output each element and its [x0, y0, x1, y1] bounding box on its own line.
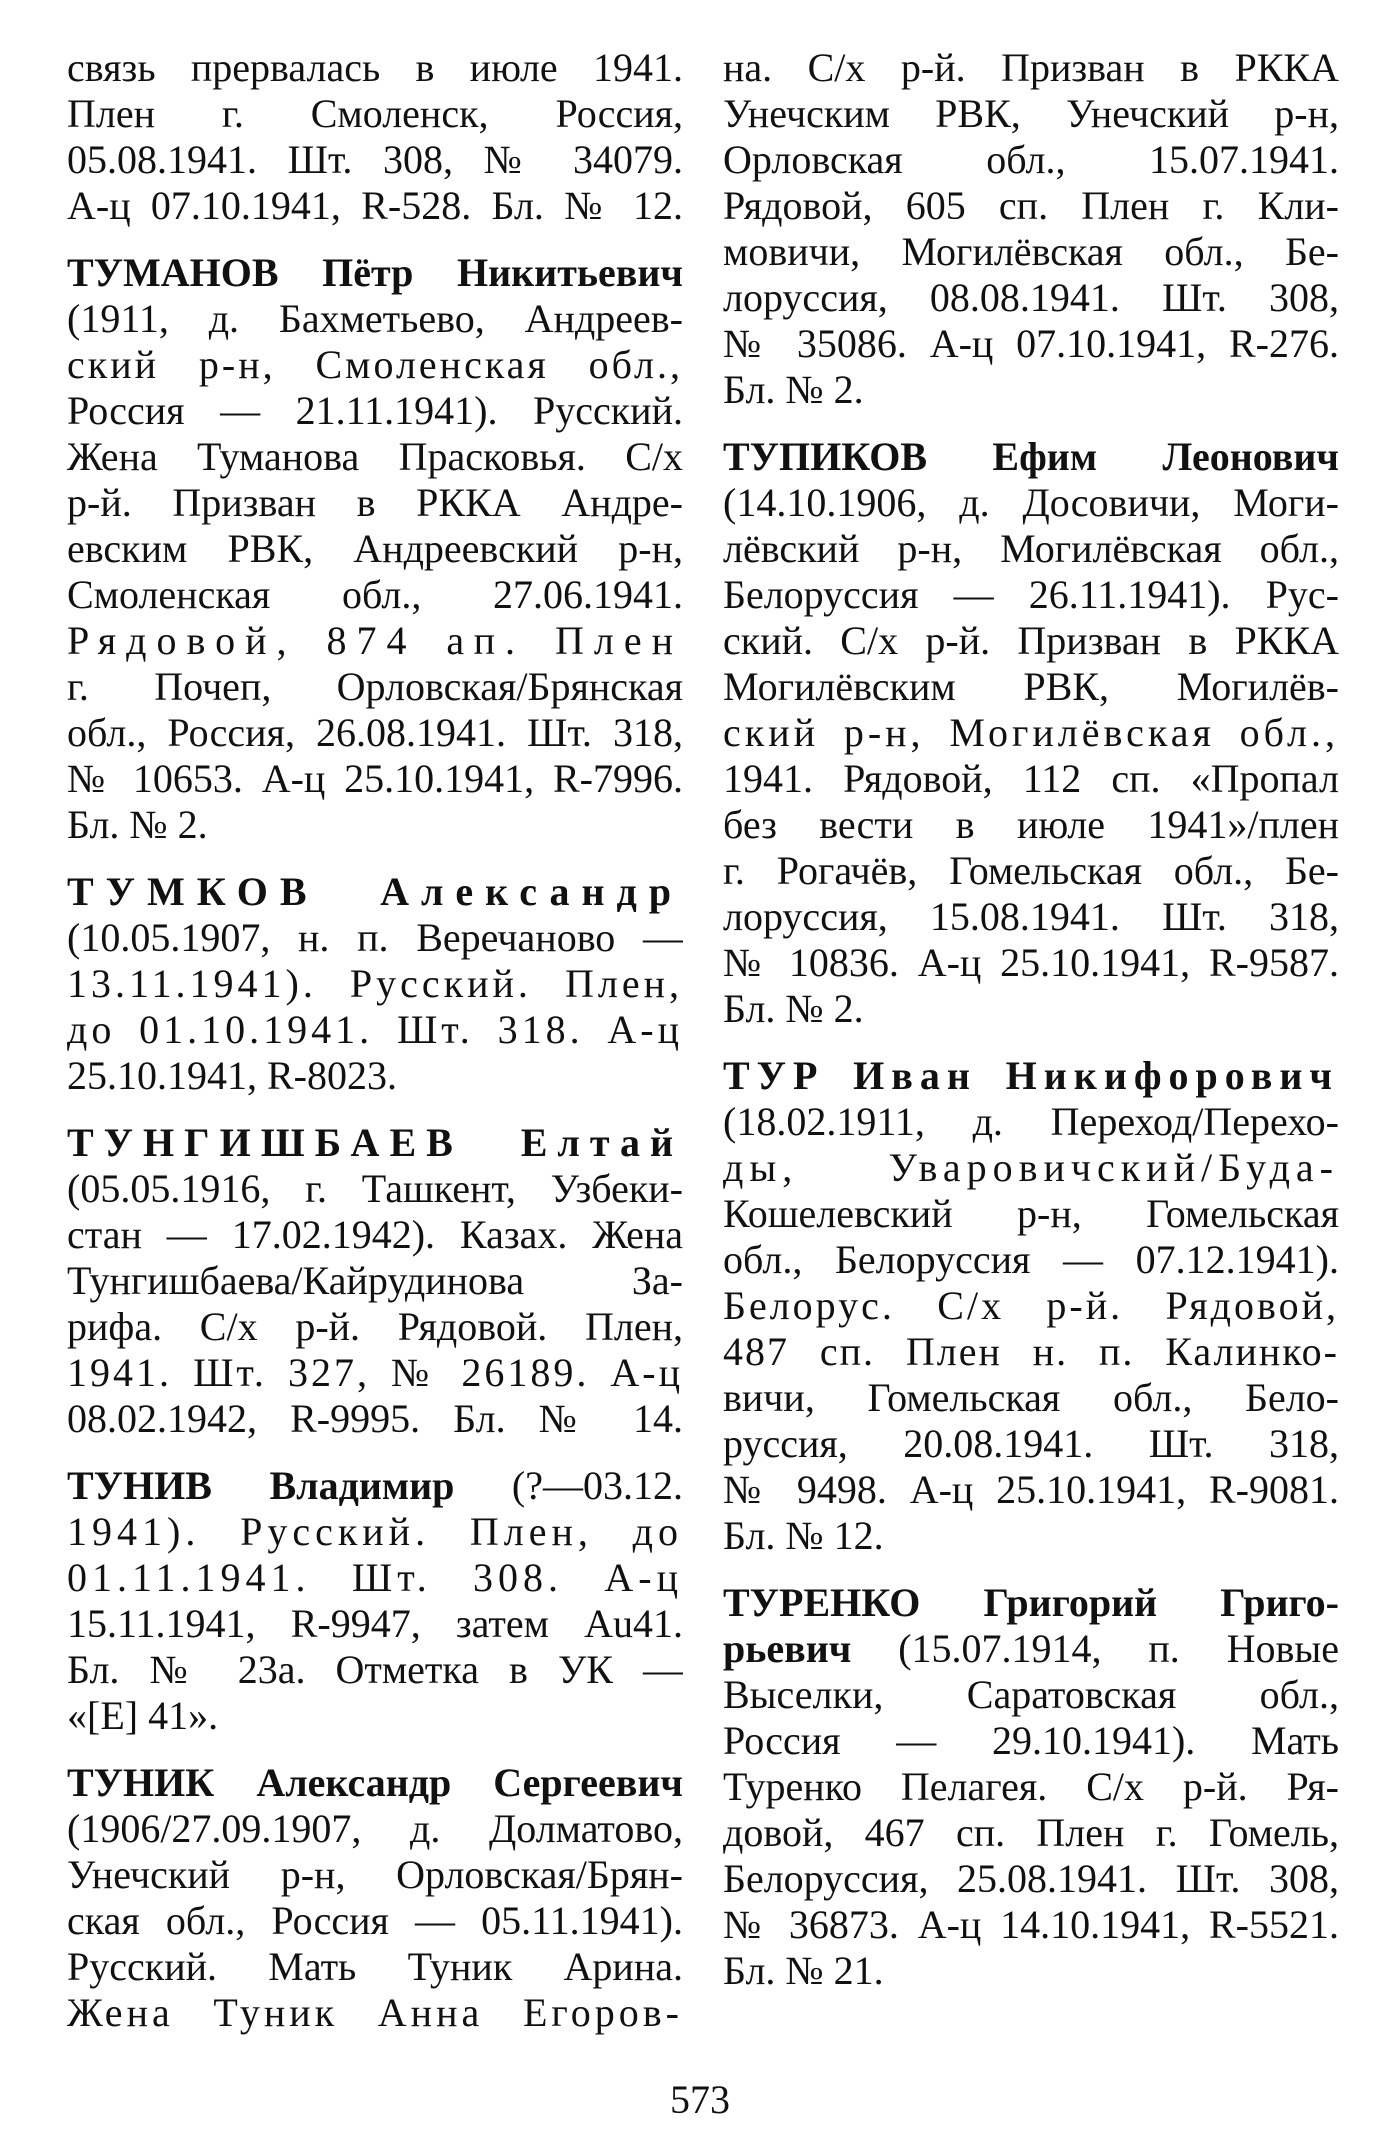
text-line: [67, 1647, 683, 1693]
text-line: [67, 1120, 683, 1166]
entry-text: Рядовой, 874 ап. Плен: [67, 618, 683, 663]
text-line: [723, 1237, 1339, 1283]
entry-tunik-continued: [723, 45, 1339, 413]
text-line: [67, 1053, 683, 1099]
entry-text: № 10836. А-ц 25.10.1941, R-9587.: [723, 940, 1339, 985]
entry-name: ТУМКОВ Александр: [67, 869, 683, 914]
entry-text: г. Рогачёв, Гомельская обл., Бе-: [723, 848, 1339, 893]
entry-text: 08.02.1942, R-9995. Бл. № 14.: [67, 1396, 683, 1441]
entry-continued-entry: [67, 45, 683, 229]
text-line: [67, 1601, 683, 1647]
entry-text: ская обл., Россия — 05.11.1941).: [67, 1898, 683, 1943]
text-line: [723, 1580, 1339, 1626]
entry-turenko: [723, 1580, 1339, 1994]
text-line: [723, 1764, 1339, 1810]
entry-text: 13.11.1941). Русский. Плен,: [67, 961, 683, 1006]
text-line: [723, 894, 1339, 940]
text-line: [67, 480, 683, 526]
entry-text: стан — 17.02.1942). Казах. Жена: [67, 1212, 683, 1257]
entry-text: вичи, Гомельская обл., Бело-: [723, 1375, 1339, 1420]
entry-text: 487 сп. Плен н. п. Калинко-: [723, 1329, 1339, 1374]
text-line: [723, 367, 1339, 413]
entry-text: Могилёвским РВК, Могилёв-: [723, 664, 1339, 709]
text-line: [67, 618, 683, 664]
text-line: [67, 296, 683, 342]
text-line: [67, 1898, 683, 1944]
text-line: [67, 664, 683, 710]
text-line: [67, 250, 683, 296]
entry-text: 1941. Рядовой, 112 сп. «Пропал: [723, 756, 1339, 801]
entry-name: ТУНИК Александр Сергеевич: [67, 1760, 683, 1805]
entry-text: лоруссия, 08.08.1941. Шт. 308,: [723, 275, 1339, 320]
entry-text: 15.11.1941, R-9947, затем Au41.: [67, 1601, 683, 1646]
text-line: [67, 869, 683, 915]
text-line: [723, 1329, 1339, 1375]
text-line: [67, 710, 683, 756]
text-line: [723, 1421, 1339, 1467]
text-line: [723, 480, 1339, 526]
text-line: [723, 1948, 1339, 1994]
text-line: [723, 1191, 1339, 1237]
text-line: [723, 91, 1339, 137]
entry-text: связь прервалась в июле 1941.: [67, 45, 683, 90]
text-line: [723, 618, 1339, 664]
text-line: [723, 526, 1339, 572]
text-line: [67, 1396, 683, 1442]
entry-text: Плен г. Смоленск, Россия,: [67, 91, 683, 136]
text-line: [67, 1166, 683, 1212]
text-line: [723, 1513, 1339, 1559]
text-line: [67, 91, 683, 137]
entry-tumkov: [67, 869, 683, 1099]
text-line: [67, 572, 683, 618]
text-line: [723, 183, 1339, 229]
entry-text: 25.10.1941, R-8023.: [67, 1053, 397, 1098]
text-line: [723, 756, 1339, 802]
text-line: [723, 1672, 1339, 1718]
entry-text: Белоруссия, 25.08.1941. Шт. 308,: [723, 1856, 1339, 1901]
text-line: [67, 1007, 683, 1053]
text-line: [67, 388, 683, 434]
entry-text: Смоленская обл., 27.06.1941.: [67, 572, 683, 617]
entry-text: № 36873. А-ц 14.10.1941, R-5521.: [723, 1902, 1339, 1947]
entry-text: (1911, д. Бахметьево, Андреев-: [67, 296, 683, 341]
entry-tumanov: [67, 250, 683, 848]
page-number: 573: [670, 2077, 730, 2122]
entry-text: Бл. № 2.: [67, 802, 208, 847]
entry-tur: [723, 1053, 1339, 1559]
entry-text: лёвский р-н, Могилёвская обл.,: [723, 526, 1339, 571]
entry-text: (14.10.1906, д. Досовичи, Моги-: [723, 480, 1339, 525]
text-line: [723, 137, 1339, 183]
entry-text: до 01.10.1941. Шт. 318. А-ц: [67, 1007, 683, 1052]
text-line: [723, 1099, 1339, 1145]
text-line: [723, 848, 1339, 894]
entry-tungishbaev: [67, 1120, 683, 1442]
entry-text: № 10653. А-ц 25.10.1941, R-7996.: [67, 756, 683, 801]
entry-text: руссия, 20.08.1941. Шт. 318,: [723, 1421, 1339, 1466]
entry-text: 05.08.1941. Шт. 308, № 34079.: [67, 137, 683, 182]
entry-text: Тунгишбаева/Кайрудинова За-: [67, 1258, 683, 1303]
text-line: [67, 1990, 683, 2036]
entry-text: Жена Туманова Прасковья. С/х: [67, 434, 683, 479]
entry-text: Выселки, Саратовская обл.,: [723, 1672, 1339, 1717]
entry-text: Унечским РВК, Унечский р-н,: [723, 91, 1339, 136]
text-line: [67, 183, 683, 229]
entry-tuniv: [67, 1463, 683, 1739]
entry-text: рифа. С/х р-й. Рядовой. Плен,: [67, 1304, 683, 1349]
text-line: [723, 1626, 1339, 1672]
entry-text: Унечский р-н, Орловская/Брян-: [67, 1852, 683, 1897]
text-line: [67, 45, 683, 91]
text-line: [67, 1509, 683, 1555]
entry-text: Россия — 29.10.1941). Мать: [723, 1718, 1339, 1763]
text-line: [67, 1258, 683, 1304]
entry-text: А-ц 07.10.1941, R-528. Бл. № 12.: [67, 183, 683, 228]
entry-text: № 9498. А-ц 25.10.1941, R-9081.: [723, 1467, 1339, 1512]
entry-text: р-й. Призван в РККА Андре-: [67, 480, 683, 525]
entry-text: обл., Россия, 26.08.1941. Шт. 318,: [67, 710, 683, 755]
text-line: [723, 802, 1339, 848]
text-line: [723, 572, 1339, 618]
entry-text: 1941). Русский. Плен, до: [67, 1509, 683, 1554]
right-column: [723, 45, 1339, 1994]
entry-text: Кошелевский р-н, Гомельская: [723, 1191, 1339, 1236]
text-line: [67, 1693, 683, 1739]
text-line: [67, 1760, 683, 1806]
text-line: [723, 710, 1339, 756]
entry-text: Бл. № 23а. Отметка в УК —: [67, 1647, 683, 1692]
text-line: [723, 1375, 1339, 1421]
text-line: [67, 1806, 683, 1852]
entry-text: ский. С/х р-й. Призван в РККА: [723, 618, 1339, 663]
entry-text: ский р-н, Могилёвская обл.,: [723, 710, 1339, 755]
text-line: [67, 1555, 683, 1601]
entry-text: ский р-н, Смоленская обл.,: [67, 342, 683, 387]
text-line: [67, 1463, 683, 1509]
text-line: [67, 756, 683, 802]
entry-name: ТУНИВ Владимир: [67, 1463, 455, 1508]
text-line: [723, 45, 1339, 91]
text-line: [723, 1467, 1339, 1513]
text-line: [67, 526, 683, 572]
text-line: [67, 961, 683, 1007]
text-line: [67, 1852, 683, 1898]
text-line: [723, 986, 1339, 1032]
entry-text: Россия — 21.11.1941). Русский.: [67, 388, 683, 433]
entry-text: 1941. Шт. 327, № 26189. А-ц: [67, 1350, 683, 1395]
entry-text: ды, Уваровичский/Буда-: [723, 1145, 1339, 1190]
entry-text: Рядовой, 605 сп. Плен г. Кли-: [723, 183, 1339, 228]
text-line: [67, 1350, 683, 1396]
left-column: [67, 45, 683, 2036]
entry-name: рьевич: [723, 1626, 852, 1671]
text-line: [67, 1304, 683, 1350]
entry-text: мовичи, Могилёвская обл., Бе-: [723, 229, 1339, 274]
entry-text: (?—03.12.: [454, 1463, 683, 1508]
entry-name: ТУРЕНКО Григорий Григо-: [723, 1580, 1339, 1625]
text-line: [723, 229, 1339, 275]
entry-name: ТУНГИШБАЕВ Елтай: [67, 1120, 683, 1165]
text-line: [723, 940, 1339, 986]
text-line: [723, 1810, 1339, 1856]
text-line: [67, 802, 683, 848]
entry-text: № 35086. А-ц 07.10.1941, R-276.: [723, 321, 1339, 366]
entry-tunik: [67, 1760, 683, 2036]
entry-text: 01.11.1941. Шт. 308. А-ц: [67, 1555, 683, 1600]
entry-text: (10.05.1907, н. п. Веречаново —: [67, 915, 683, 960]
entry-text: евским РВК, Андреевский р-н,: [67, 526, 683, 571]
entry-text: (18.02.1911, д. Переход/Перехо-: [723, 1099, 1339, 1144]
entry-text: обл., Белоруссия — 07.12.1941).: [723, 1237, 1339, 1282]
entry-text: Русский. Мать Туник Арина.: [67, 1944, 683, 1989]
text-line: [723, 434, 1339, 480]
text-line: [723, 1053, 1339, 1099]
text-line: [67, 1944, 683, 1990]
entry-text: Туренко Пелагея. С/х р-й. Ря-: [723, 1764, 1339, 1809]
entry-text: (1906/27.09.1907, д. Долматово,: [67, 1806, 683, 1851]
entry-text: Бл. № 21.: [723, 1948, 884, 1993]
text-line: [723, 321, 1339, 367]
entry-text: Бл. № 2.: [723, 367, 864, 412]
entry-text: Жена Туник Анна Егоров-: [67, 1990, 683, 2035]
text-line: [723, 275, 1339, 321]
entry-name: ТУР Иван Никифорович: [723, 1053, 1339, 1098]
text-line: [723, 1902, 1339, 1948]
entry-text: г. Почеп, Орловская/Брянская: [67, 664, 683, 709]
text-line: [67, 434, 683, 480]
entry-text: Белоруссия — 26.11.1941). Рус-: [723, 572, 1339, 617]
text-line: [723, 664, 1339, 710]
text-line: [67, 137, 683, 183]
entry-text: Бл. № 2.: [723, 986, 864, 1031]
entry-text: «[E] 41».: [67, 1693, 219, 1738]
text-line: [723, 1856, 1339, 1902]
entry-text: (15.07.1914, п. Новые: [851, 1626, 1339, 1671]
text-line: [723, 1283, 1339, 1329]
entry-text: Белорус. С/х р-й. Рядовой,: [723, 1283, 1339, 1328]
entry-text: без вести в июле 1941»/плен: [723, 802, 1339, 847]
text-line: [723, 1718, 1339, 1764]
entry-text: довой, 467 сп. Плен г. Гомель,: [723, 1810, 1339, 1855]
entry-text: (05.05.1916, г. Ташкент, Узбеки-: [67, 1166, 683, 1211]
entry-text: Бл. № 12.: [723, 1513, 884, 1558]
text-line: [67, 342, 683, 388]
entry-name: ТУПИКОВ Ефим Леонович: [723, 434, 1339, 479]
entry-text: на. С/х р-й. Призван в РККА: [723, 45, 1339, 90]
entry-text: лоруссия, 15.08.1941. Шт. 318,: [723, 894, 1339, 939]
entry-text: Орловская обл., 15.07.1941.: [723, 137, 1339, 182]
text-line: [723, 1145, 1339, 1191]
entry-tupikov: [723, 434, 1339, 1032]
text-line: [67, 915, 683, 961]
entry-name: ТУМАНОВ Пётр Никитьевич: [67, 250, 683, 295]
text-line: [67, 1212, 683, 1258]
